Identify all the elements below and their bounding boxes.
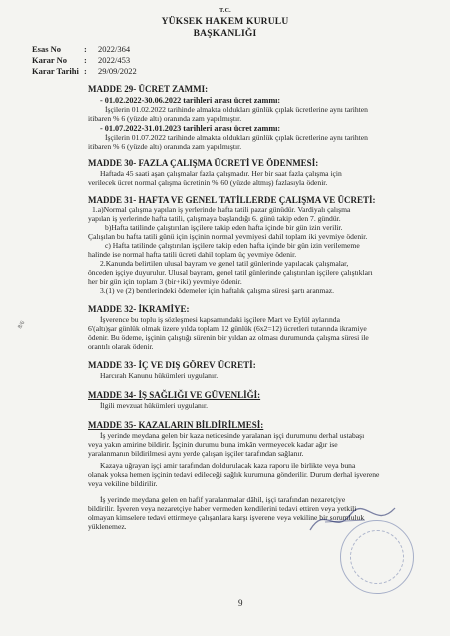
article-35-line: olmayan kimselere tedavi ettirmeye çalışanlara karşı işverene veya vekiline bir sorumluluk: [88, 514, 365, 522]
article-31-line: 2.Kanunda belirtilen ulusal bayram ve genel tatil günlerinde yapılacak çalışmalar,: [100, 260, 349, 268]
meta-karar: Karar No : 2022/453: [32, 55, 131, 65]
article-33-title: MADDE 33- İÇ VE DIŞ GÖREV ÜCRETİ:: [88, 360, 256, 370]
margin-note: 8/6: [17, 320, 27, 330]
signature-mark: [305, 500, 400, 540]
org-name: YÜKSEK HAKEM KURULU: [161, 17, 289, 27]
article-31-line: halinde ise normal hafta tatili ücreti dahil toplam üç yevmiye ödenir.: [88, 251, 297, 259]
article-29-p2-line1: İşçilerin 01.07.2022 tarihinde almakta oldukları günlük çıplak ücretlerine aynı tarihten: [105, 134, 368, 142]
article-31-line: b)Hafta tatilinde çalıştırılan işçilere takip eden hafta içinde bir gün izin verilir.: [105, 224, 343, 232]
article-32-line: 6'(altı)şar günlük olmak üzere yılda toplam 12 günlük (6x2=12) ücretleri tutarında ikramiye: [88, 325, 367, 333]
article-32-line: ödenir. Bu ödeme, işçinin çalıştığı sürenin bir yıldan az olması durumunda çalışma süresi ile: [88, 334, 369, 342]
page-number: 9: [238, 598, 243, 608]
article-35-line: yüklenemez.: [88, 523, 127, 531]
article-35-line: veya yakın amirine bildirir. İşçinin durumu buna imkân vermeyecek kadar ağır ise: [88, 441, 338, 449]
article-35-line: İş yerinde meydana gelen bir kaza neticesinde yaralanan işçi durumunu derhal ustabaşı: [100, 432, 365, 440]
article-31-line: yapılan iş yerlerinde hafta tatili, çalışmaya başlandığı 6. günü takip eden 7. gündür.: [88, 215, 341, 223]
article-29-sub2: - 01.07.2022-31.01.2023 tarihleri arası ücret zammı:: [100, 124, 281, 133]
article-35-line: Kazaya uğrayan işçi amir tarafından doldurulacak kaza raporu ile birlikte veya buna: [100, 462, 356, 470]
article-35-line: bildirilir. İşveren veya nezaretçiye haber vermeden kendilerini tedavi ettiren veya yetkili: [88, 505, 357, 513]
meta-karar-tarihi: Karar Tarihi : 29/09/2022: [32, 66, 137, 76]
article-35-line: olanak yoksa hemen işçinin tedavi edileceği sağlık kurumuna gönderilir. Durum derhal işverene: [88, 471, 380, 479]
header-top: T.C.: [219, 8, 231, 14]
meta-esas: Esas No : 2022/364: [32, 44, 131, 54]
article-31-line: her bir gün için toplam 3 (bir+iki) yevmiye ödenir.: [88, 278, 242, 286]
article-31-line: c) Hafta tatilinde çalıştırılan işçilere takip eden hafta içinde bir gün izin verilememe: [105, 242, 360, 250]
article-35-line: yaralanmanın bildirilmesi aynı yerde çalışan işçiler tarafından sağlanır.: [88, 450, 304, 458]
article-30-line1: Haftada 45 saati aşan çalışmalar fazla çalışmadır. Her bir saat fazla çalışma için: [100, 170, 342, 178]
article-29-p1-line1: İşçilerin 01.02.2022 tarihinde almakta oldukları günlük çıplak ücretlerine aynı tarihten: [105, 106, 368, 114]
article-32-line: orantılı olarak ödenir.: [88, 343, 154, 351]
article-29-p1-line2: itibaren % 6 (yüzde altı) oranında zam yapılmıştır.: [88, 115, 242, 123]
article-35-line: İş yerinde meydana gelen en hafif yaralanmalar dâhil, işçi tarafından nezaretçiye: [100, 496, 346, 504]
article-31-line: 3.(1) ve (2) bentlerindeki ödemeler için haftalık çalışma süresi şartı aranmaz.: [100, 287, 335, 295]
article-32-line: İşverence bu toplu iş sözleşmesi kapsamındaki işçilere Mart ve Eylül aylarında: [100, 316, 340, 324]
article-30-title: MADDE 30- FAZLA ÇALIŞMA ÜCRETİ VE ÖDENMESİ:: [88, 158, 319, 168]
article-29-p2-line2: itibaren % 6 (yüzde altı) oranında zam yapılmıştır.: [88, 143, 242, 151]
article-32-title: MADDE 32- İKRAMİYE:: [88, 304, 190, 314]
article-34-line1: İlgili mevzuat hükümleri uygulanır.: [100, 402, 208, 410]
article-35-title: MADDE 35- KAZALARIN BİLDİRİLMESİ:: [88, 420, 264, 430]
article-31-line: 1.a)Normal çalışma yapılan iş yerlerinde hafta tatili pazar günüdür. Vardiyalı çalışma: [92, 206, 351, 214]
article-31-line: önceden işçiye duyurulur. Ulusal bayram, genel tatil günlerinde çalıştırılan işçilere çalıştıkları: [88, 269, 373, 277]
article-29-title: MADDE 29- ÜCRET ZAMMI:: [88, 84, 209, 94]
article-35-line: veya vekiline bildirilir.: [88, 480, 158, 488]
article-31-title: MADDE 31- HAFTA VE GENEL TATİLLERDE ÇALIŞMA VE ÜCRETİ:: [88, 195, 376, 205]
article-33-line1: Harcırah Kanunu hükümleri uygulanır.: [100, 372, 219, 380]
article-31-line: Çalışılan bu hafta tatili günü için işçinin normal yevmiyesi dahil toplam iki yevmiye ödenir.: [88, 233, 368, 241]
article-30-line2: verilecek ücret normal çalışma ücretinin % 60 (yüzde altmış) fazlasıyla ödenir.: [88, 179, 328, 187]
org-unit: BAŞKANLIĞI: [193, 29, 257, 39]
article-34-title: MADDE 34- İŞ SAĞLIĞI VE GÜVENLİĞİ:: [88, 390, 261, 400]
article-29-sub1: - 01.02.2022-30.06.2022 tarihleri arası ücret zammı:: [100, 96, 281, 105]
